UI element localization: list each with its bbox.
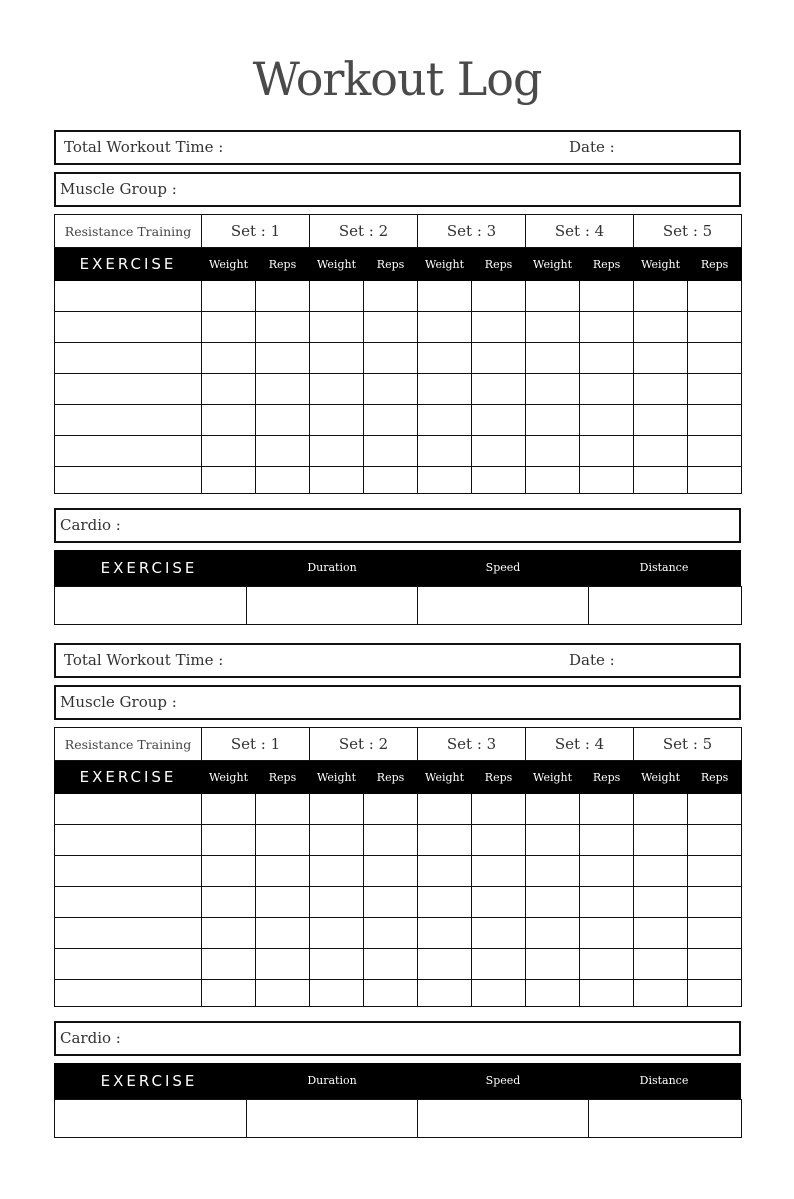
weight-cell[interactable] bbox=[310, 794, 364, 825]
weight-cell[interactable] bbox=[202, 467, 256, 494]
reps-cell[interactable] bbox=[580, 918, 634, 949]
reps-cell[interactable] bbox=[364, 281, 418, 312]
exercise-name-cell[interactable] bbox=[55, 374, 202, 405]
weight-cell[interactable] bbox=[310, 467, 364, 494]
exercise-name-cell[interactable] bbox=[55, 281, 202, 312]
weight-cell[interactable] bbox=[634, 281, 688, 312]
weight-cell[interactable] bbox=[526, 281, 580, 312]
set-3-header: Set : 3 bbox=[418, 215, 526, 248]
reps-header: Reps bbox=[364, 761, 418, 794]
weight-header: Weight bbox=[634, 761, 688, 794]
distance-header: Distance bbox=[639, 1074, 689, 1087]
exercise-row bbox=[55, 980, 742, 1007]
reps-cell[interactable] bbox=[580, 949, 634, 980]
reps-header: Reps bbox=[256, 761, 310, 794]
exercise-row bbox=[55, 467, 742, 494]
weight-cell[interactable] bbox=[310, 980, 364, 1007]
exercise-row bbox=[55, 281, 742, 312]
cardio-speed-cell[interactable] bbox=[418, 1100, 589, 1138]
weight-cell[interactable] bbox=[634, 467, 688, 494]
reps-cell[interactable] bbox=[688, 918, 742, 949]
weight-cell[interactable] bbox=[310, 281, 364, 312]
weight-cell[interactable] bbox=[418, 918, 472, 949]
weight-cell[interactable] bbox=[202, 436, 256, 467]
reps-cell[interactable] bbox=[472, 405, 526, 436]
weight-cell[interactable] bbox=[634, 374, 688, 405]
weight-cell[interactable] bbox=[634, 794, 688, 825]
reps-cell[interactable] bbox=[580, 436, 634, 467]
reps-cell[interactable] bbox=[688, 887, 742, 918]
weight-cell[interactable] bbox=[418, 949, 472, 980]
reps-cell[interactable] bbox=[580, 312, 634, 343]
exercise-name-cell[interactable] bbox=[55, 436, 202, 467]
duration-header: Duration bbox=[307, 561, 357, 574]
set-5-header: Set : 5 bbox=[634, 215, 742, 248]
weight-cell[interactable] bbox=[634, 312, 688, 343]
reps-cell[interactable] bbox=[472, 825, 526, 856]
weight-header: Weight bbox=[202, 248, 256, 281]
reps-cell[interactable] bbox=[256, 918, 310, 949]
muscle-group-field[interactable] bbox=[54, 685, 741, 720]
reps-cell[interactable] bbox=[364, 436, 418, 467]
reps-cell[interactable] bbox=[472, 343, 526, 374]
weight-cell[interactable] bbox=[202, 312, 256, 343]
weight-cell[interactable] bbox=[418, 343, 472, 374]
exercise-row bbox=[55, 887, 742, 918]
weight-cell[interactable] bbox=[418, 281, 472, 312]
reps-cell[interactable] bbox=[364, 794, 418, 825]
weight-cell[interactable] bbox=[634, 918, 688, 949]
weight-cell[interactable] bbox=[634, 949, 688, 980]
cardio-row bbox=[55, 587, 742, 625]
exercise-row bbox=[55, 825, 742, 856]
exercise-name-cell[interactable] bbox=[55, 312, 202, 343]
reps-cell[interactable] bbox=[580, 467, 634, 494]
weight-cell[interactable] bbox=[634, 343, 688, 374]
weight-cell[interactable] bbox=[202, 374, 256, 405]
exercise-row bbox=[55, 856, 742, 887]
reps-header: Reps bbox=[256, 248, 310, 281]
cardio-label: Cardio : bbox=[60, 516, 121, 534]
weight-cell[interactable] bbox=[634, 405, 688, 436]
exercise-name-cell[interactable] bbox=[55, 949, 202, 980]
reps-cell[interactable] bbox=[688, 405, 742, 436]
weight-cell[interactable] bbox=[418, 887, 472, 918]
reps-cell[interactable] bbox=[256, 794, 310, 825]
reps-cell[interactable] bbox=[364, 980, 418, 1007]
column-header-row bbox=[55, 761, 742, 794]
muscle-group-label: Muscle Group : bbox=[60, 693, 177, 711]
exercise-name-cell[interactable] bbox=[55, 887, 202, 918]
reps-cell[interactable] bbox=[256, 949, 310, 980]
set-header-row bbox=[55, 215, 742, 248]
weight-cell[interactable] bbox=[310, 374, 364, 405]
reps-cell[interactable] bbox=[256, 887, 310, 918]
weight-header: Weight bbox=[526, 248, 580, 281]
weight-header: Weight bbox=[310, 248, 364, 281]
weight-cell[interactable] bbox=[310, 887, 364, 918]
reps-cell[interactable] bbox=[688, 436, 742, 467]
cardio-row bbox=[55, 1100, 742, 1138]
weight-cell[interactable] bbox=[202, 405, 256, 436]
weight-cell[interactable] bbox=[310, 856, 364, 887]
exercise-row bbox=[55, 918, 742, 949]
weight-cell[interactable] bbox=[418, 980, 472, 1007]
exercise-header: EXERCISE bbox=[55, 248, 202, 281]
reps-cell[interactable] bbox=[364, 949, 418, 980]
weight-cell[interactable] bbox=[526, 436, 580, 467]
weight-header: Weight bbox=[202, 761, 256, 794]
reps-cell[interactable] bbox=[472, 949, 526, 980]
total-workout-time-label: Total Workout Time : bbox=[64, 651, 224, 669]
reps-cell[interactable] bbox=[688, 312, 742, 343]
weight-cell[interactable] bbox=[634, 980, 688, 1007]
reps-cell[interactable] bbox=[580, 281, 634, 312]
cardio-field[interactable] bbox=[54, 508, 741, 543]
reps-cell[interactable] bbox=[364, 405, 418, 436]
weight-header: Weight bbox=[418, 248, 472, 281]
weight-cell[interactable] bbox=[526, 405, 580, 436]
exercise-name-cell[interactable] bbox=[55, 856, 202, 887]
weight-cell[interactable] bbox=[202, 343, 256, 374]
resistance-training-table bbox=[54, 727, 742, 1007]
reps-header: Reps bbox=[580, 248, 634, 281]
reps-header: Reps bbox=[472, 248, 526, 281]
weight-cell[interactable] bbox=[526, 467, 580, 494]
weight-cell[interactable] bbox=[202, 980, 256, 1007]
weight-cell[interactable] bbox=[310, 405, 364, 436]
weight-cell[interactable] bbox=[202, 794, 256, 825]
exercise-row bbox=[55, 374, 742, 405]
muscle-group-label: Muscle Group : bbox=[60, 180, 177, 198]
reps-cell[interactable] bbox=[688, 949, 742, 980]
set-2-header: Set : 2 bbox=[310, 215, 418, 248]
weight-cell[interactable] bbox=[634, 887, 688, 918]
muscle-group-field[interactable] bbox=[54, 172, 741, 207]
date-label: Date : bbox=[569, 651, 615, 669]
cardio-distance-cell[interactable] bbox=[589, 1100, 742, 1138]
cardio-exercise-header: EXERCISE bbox=[100, 559, 198, 577]
weight-cell[interactable] bbox=[418, 467, 472, 494]
exercise-name-cell[interactable] bbox=[55, 825, 202, 856]
weight-cell[interactable] bbox=[310, 436, 364, 467]
weight-cell[interactable] bbox=[526, 856, 580, 887]
reps-cell[interactable] bbox=[580, 374, 634, 405]
reps-cell[interactable] bbox=[364, 467, 418, 494]
date-label: Date : bbox=[569, 138, 615, 156]
reps-cell[interactable] bbox=[472, 980, 526, 1007]
weight-cell[interactable] bbox=[202, 918, 256, 949]
reps-cell[interactable] bbox=[256, 856, 310, 887]
cardio-table bbox=[54, 1099, 742, 1138]
reps-header: Reps bbox=[580, 761, 634, 794]
weight-cell[interactable] bbox=[310, 918, 364, 949]
cardio-exercise-cell[interactable] bbox=[55, 1100, 247, 1138]
weight-cell[interactable] bbox=[526, 887, 580, 918]
weight-cell[interactable] bbox=[526, 343, 580, 374]
distance-header: Distance bbox=[639, 561, 689, 574]
reps-cell[interactable] bbox=[688, 980, 742, 1007]
exercise-row bbox=[55, 312, 742, 343]
resistance-training-table bbox=[54, 214, 742, 494]
weight-cell[interactable] bbox=[418, 312, 472, 343]
set-3-header: Set : 3 bbox=[418, 728, 526, 761]
reps-cell[interactable] bbox=[688, 856, 742, 887]
reps-cell[interactable] bbox=[580, 980, 634, 1007]
weight-cell[interactable] bbox=[418, 436, 472, 467]
reps-cell[interactable] bbox=[688, 343, 742, 374]
speed-header: Speed bbox=[485, 1074, 521, 1087]
reps-cell[interactable] bbox=[256, 374, 310, 405]
weight-cell[interactable] bbox=[526, 825, 580, 856]
exercise-name-cell[interactable] bbox=[55, 980, 202, 1007]
reps-cell[interactable] bbox=[472, 436, 526, 467]
reps-cell[interactable] bbox=[580, 887, 634, 918]
exercise-row bbox=[55, 794, 742, 825]
weight-cell[interactable] bbox=[202, 949, 256, 980]
resistance-training-label: Resistance Training bbox=[55, 728, 202, 761]
reps-cell[interactable] bbox=[472, 312, 526, 343]
set-5-header: Set : 5 bbox=[634, 728, 742, 761]
exercise-row bbox=[55, 343, 742, 374]
total-workout-time-label: Total Workout Time : bbox=[64, 138, 224, 156]
reps-cell[interactable] bbox=[256, 312, 310, 343]
exercise-name-cell[interactable] bbox=[55, 343, 202, 374]
total-workout-time-field[interactable] bbox=[54, 130, 741, 165]
exercise-rows bbox=[55, 281, 742, 494]
weight-cell[interactable] bbox=[202, 281, 256, 312]
reps-cell[interactable] bbox=[472, 374, 526, 405]
reps-cell[interactable] bbox=[364, 374, 418, 405]
weight-cell[interactable] bbox=[310, 949, 364, 980]
cardio-label: Cardio : bbox=[60, 1029, 121, 1047]
weight-header: Weight bbox=[526, 761, 580, 794]
weight-cell[interactable] bbox=[418, 825, 472, 856]
exercise-rows bbox=[55, 794, 742, 1007]
weight-cell[interactable] bbox=[634, 825, 688, 856]
reps-cell[interactable] bbox=[580, 856, 634, 887]
cardio-field[interactable] bbox=[54, 1021, 741, 1056]
cardio-exercise-cell[interactable] bbox=[55, 587, 247, 625]
reps-cell[interactable] bbox=[364, 825, 418, 856]
speed-header: Speed bbox=[485, 561, 521, 574]
page-title: Workout Log bbox=[252, 52, 542, 106]
exercise-header: EXERCISE bbox=[55, 761, 202, 794]
reps-cell[interactable] bbox=[256, 436, 310, 467]
reps-header: Reps bbox=[688, 761, 742, 794]
reps-cell[interactable] bbox=[688, 825, 742, 856]
reps-cell[interactable] bbox=[256, 405, 310, 436]
reps-cell[interactable] bbox=[472, 918, 526, 949]
set-1-header: Set : 1 bbox=[202, 728, 310, 761]
cardio-table bbox=[54, 586, 742, 625]
weight-cell[interactable] bbox=[418, 405, 472, 436]
exercise-row bbox=[55, 949, 742, 980]
weight-cell[interactable] bbox=[526, 312, 580, 343]
set-4-header: Set : 4 bbox=[526, 728, 634, 761]
reps-cell[interactable] bbox=[364, 918, 418, 949]
set-header-row bbox=[55, 728, 742, 761]
reps-cell[interactable] bbox=[580, 794, 634, 825]
weight-cell[interactable] bbox=[310, 343, 364, 374]
reps-cell[interactable] bbox=[256, 825, 310, 856]
reps-header: Reps bbox=[688, 248, 742, 281]
reps-cell[interactable] bbox=[688, 467, 742, 494]
reps-cell[interactable] bbox=[580, 405, 634, 436]
reps-cell[interactable] bbox=[364, 887, 418, 918]
reps-cell[interactable] bbox=[472, 856, 526, 887]
reps-cell[interactable] bbox=[256, 281, 310, 312]
weight-cell[interactable] bbox=[418, 374, 472, 405]
reps-cell[interactable] bbox=[256, 343, 310, 374]
exercise-name-cell[interactable] bbox=[55, 918, 202, 949]
resistance-training-label: Resistance Training bbox=[55, 215, 202, 248]
weight-cell[interactable] bbox=[310, 825, 364, 856]
cardio-duration-cell[interactable] bbox=[247, 1100, 418, 1138]
reps-cell[interactable] bbox=[688, 794, 742, 825]
weight-cell[interactable] bbox=[310, 312, 364, 343]
cardio-exercise-header: EXERCISE bbox=[100, 1072, 198, 1090]
cardio-duration-cell[interactable] bbox=[247, 587, 418, 625]
reps-cell[interactable] bbox=[472, 794, 526, 825]
weight-cell[interactable] bbox=[526, 374, 580, 405]
exercise-row bbox=[55, 436, 742, 467]
exercise-name-cell[interactable] bbox=[55, 794, 202, 825]
exercise-row bbox=[55, 405, 742, 436]
weight-cell[interactable] bbox=[202, 825, 256, 856]
set-4-header: Set : 4 bbox=[526, 215, 634, 248]
weight-header: Weight bbox=[634, 248, 688, 281]
exercise-name-cell[interactable] bbox=[55, 405, 202, 436]
total-workout-time-field[interactable] bbox=[54, 643, 741, 678]
reps-cell[interactable] bbox=[364, 343, 418, 374]
reps-cell[interactable] bbox=[688, 374, 742, 405]
cardio-header-row bbox=[54, 1063, 741, 1099]
reps-header: Reps bbox=[364, 248, 418, 281]
reps-cell[interactable] bbox=[472, 887, 526, 918]
weight-cell[interactable] bbox=[526, 794, 580, 825]
cardio-speed-cell[interactable] bbox=[418, 587, 589, 625]
set-1-header: Set : 1 bbox=[202, 215, 310, 248]
exercise-name-cell[interactable] bbox=[55, 467, 202, 494]
weight-cell[interactable] bbox=[418, 856, 472, 887]
weight-cell[interactable] bbox=[526, 918, 580, 949]
weight-header: Weight bbox=[310, 761, 364, 794]
reps-cell[interactable] bbox=[580, 825, 634, 856]
weight-cell[interactable] bbox=[634, 856, 688, 887]
weight-cell[interactable] bbox=[418, 794, 472, 825]
reps-cell[interactable] bbox=[580, 343, 634, 374]
weight-cell[interactable] bbox=[634, 436, 688, 467]
weight-cell[interactable] bbox=[202, 856, 256, 887]
cardio-distance-cell[interactable] bbox=[589, 587, 742, 625]
reps-cell[interactable] bbox=[472, 467, 526, 494]
weight-cell[interactable] bbox=[526, 980, 580, 1007]
reps-cell[interactable] bbox=[688, 281, 742, 312]
reps-cell[interactable] bbox=[256, 980, 310, 1007]
weight-header: Weight bbox=[418, 761, 472, 794]
weight-cell[interactable] bbox=[202, 887, 256, 918]
set-2-header: Set : 2 bbox=[310, 728, 418, 761]
column-header-row bbox=[55, 248, 742, 281]
reps-cell[interactable] bbox=[472, 281, 526, 312]
reps-cell[interactable] bbox=[364, 856, 418, 887]
cardio-header-row bbox=[54, 550, 741, 586]
reps-cell[interactable] bbox=[364, 312, 418, 343]
reps-header: Reps bbox=[472, 761, 526, 794]
reps-cell[interactable] bbox=[256, 467, 310, 494]
weight-cell[interactable] bbox=[526, 949, 580, 980]
duration-header: Duration bbox=[307, 1074, 357, 1087]
